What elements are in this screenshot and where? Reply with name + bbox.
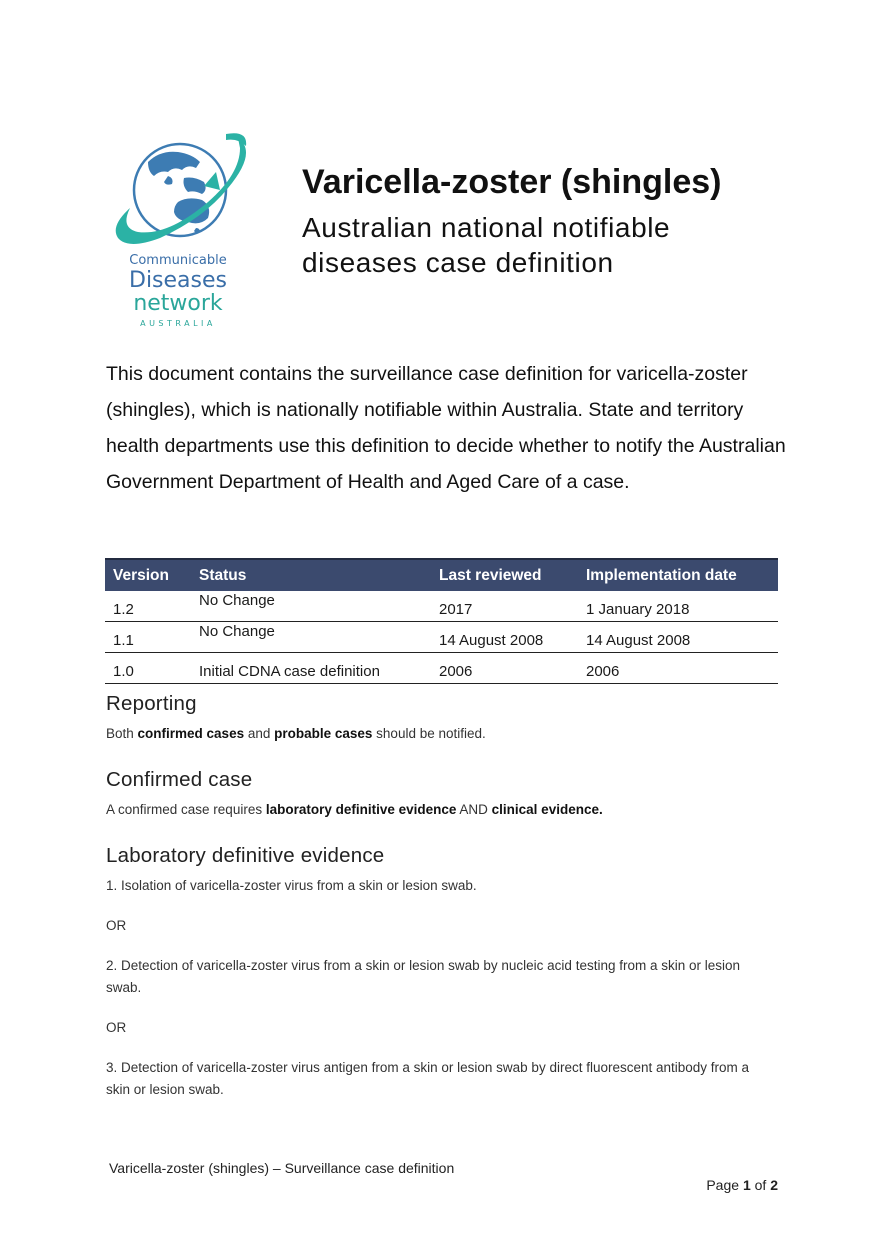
table-cell-last-reviewed: 2006	[431, 653, 578, 684]
reporting-text-part: Both	[106, 726, 138, 741]
table-cell-status: No Change	[191, 622, 431, 653]
page-current: 1	[742, 1177, 751, 1193]
table-cell-last-reviewed: 14 August 2008	[431, 622, 578, 653]
page-mid: of	[750, 1177, 771, 1193]
lab-evidence-or-1: OR	[106, 918, 127, 933]
confirmed-bold-clinical: clinical evidence.	[491, 802, 603, 817]
footer-doc-name: Varicella-zoster (shingles) – Surveillance case definition	[109, 1160, 455, 1176]
page-prefix: Page	[706, 1177, 743, 1193]
confirmed-section	[106, 768, 786, 821]
table-header-version: Version	[105, 559, 191, 591]
table-row	[105, 653, 778, 684]
logo-line2: Diseases	[129, 268, 227, 293]
confirmed-text	[106, 799, 786, 821]
reporting-heading: Reporting	[106, 692, 197, 715]
logo-line4: AUSTRALIA	[140, 319, 216, 328]
page-subtitle	[302, 210, 822, 280]
table-cell-implementation-date: 1 January 2018	[578, 591, 778, 622]
logo-line3: network	[133, 291, 223, 316]
table-cell-version: 1.2	[105, 591, 191, 622]
page-total: 2	[770, 1177, 778, 1193]
cdna-logo	[108, 132, 258, 332]
table-row	[105, 622, 778, 653]
reporting-text	[106, 723, 786, 745]
table-cell-version: 1.1	[105, 622, 191, 653]
table-cell-status: Initial CDNA case definition	[191, 653, 431, 684]
reporting-section	[106, 692, 786, 745]
table-cell-last-reviewed: 2017	[431, 591, 578, 622]
table-cell-implementation-date: 14 August 2008	[578, 622, 778, 653]
page-number	[706, 1177, 778, 1193]
page-title: Varicella-zoster (shingles)	[302, 163, 722, 201]
confirmed-bold-lab: laboratory definitive evidence	[265, 802, 457, 817]
subtitle-line-2: diseases case definition	[302, 247, 614, 278]
lab-evidence-item-1: 1. Isolation of varicella-zoster virus from a skin or lesion swab.	[106, 878, 477, 893]
table-header-implementation-date: Implementation date	[578, 559, 778, 591]
confirmed-text-part: A confirmed case requires	[106, 802, 266, 817]
lab-evidence-heading: Laboratory definitive evidence	[106, 844, 385, 867]
table-header-last-reviewed: Last reviewed	[431, 559, 578, 591]
table-header-status: Status	[191, 559, 431, 591]
table-cell-version: 1.0	[105, 653, 191, 684]
table-header-row	[105, 559, 778, 591]
table-cell-status: No Change	[191, 591, 431, 622]
confirmed-heading: Confirmed case	[106, 768, 253, 791]
reporting-bold-confirmed: confirmed cases	[137, 726, 245, 741]
reporting-text-part: and	[244, 726, 275, 741]
globe-logo-icon	[108, 132, 258, 332]
title-block	[302, 160, 822, 280]
subtitle-line-1: Australian national notifiable	[302, 212, 671, 243]
lab-evidence-or-2: OR	[106, 1020, 127, 1035]
logo-line1: Communicable	[129, 253, 227, 268]
lab-evidence-section	[106, 844, 786, 1101]
table-cell-implementation-date: 2006	[578, 653, 778, 684]
lab-evidence-item-2: 2. Detection of varicella-zoster virus from a skin or lesion swab by nucleic acid testing from a skin or lesion swab.	[106, 958, 741, 995]
reporting-bold-probable: probable cases	[274, 726, 373, 741]
reporting-text-part: should be notified.	[372, 726, 486, 741]
version-table	[105, 558, 778, 684]
intro-paragraph: This document contains the surveillance case definition for varicella-zoster (shingles), which is nationally notifiable within Australia. State and territory health departments use this definition to decide whether to notify the Australian Government Department of Health and Aged Care of a case.	[106, 363, 786, 493]
table-row	[105, 591, 778, 622]
lab-evidence-item-3: 3. Detection of varicella-zoster virus antigen from a skin or lesion swab by direct fluorescent antibody from a skin or lesion swab.	[106, 1060, 750, 1097]
confirmed-text-part: AND	[456, 802, 492, 817]
